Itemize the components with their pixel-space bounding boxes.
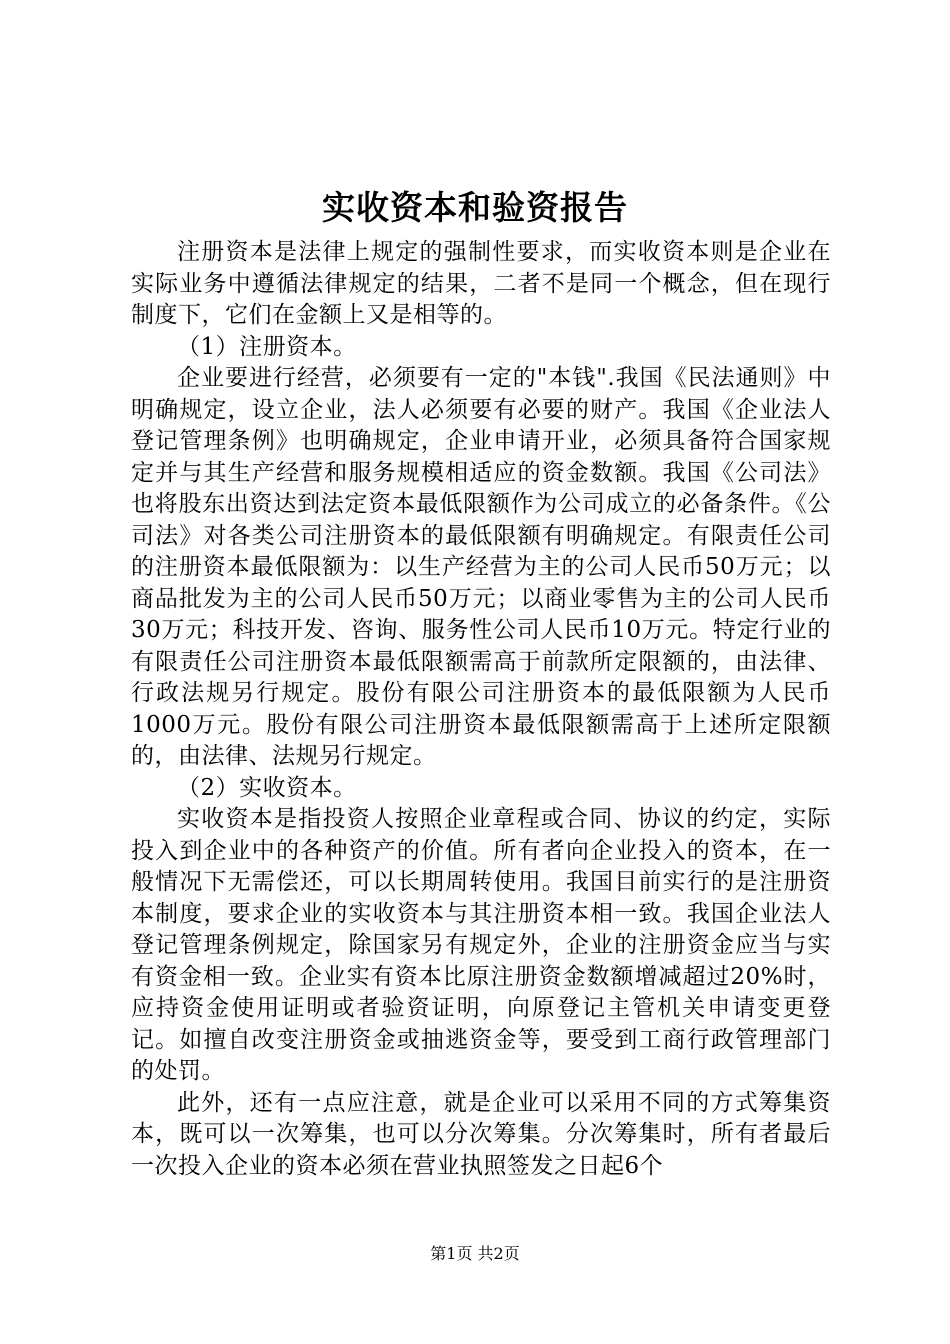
paragraph-registered-capital: 企业要进行经营，必须要有一定的"本钱".我国《民法通则》中明确规定，设立企业，法人必须要有必要的财产。我国《企业法人登记管理条例》也明确规定，企业申请开业，必须具备符合国家规定并与其生产经营和服务规模相适应的资金数额。我国《公司法》也将股东出资达到法定资本最低限额作为公司成立的必备条件。《公司法》对各类公司注册资本的最低限额有明确规定。有限责任公司的注册资本最低限额为：以生产经营为主的公司人民币50万元；以商品批发为主的公司人民币50万元；以商业零售为主的公司人民币30万元；科技开发、咨询、服务性公司人民币10万元。特定行业的有限责任公司注册资本最低限额需高于前款所定限额的，由法律、行政法规另行规定。股份有限公司注册资本的最低限额为人民币1000万元。股份有限公司注册资本最低限额需高于上述所定限额的，由法律、法规另行规定。 xyxy=(131,365,831,769)
paragraph-paid-in-capital: 实收资本是指投资人按照企业章程或合同、协议的约定，实际投入到企业中的各种资产的价值。所有者向企业投入的资本，在一般情况下无需偿还，可以长期周转使用。我国目前实行的是注册资本制度，要求企业的实收资本与其注册资本相一致。我国企业法人登记管理条例规定，除国家另有规定外，企业的注册资金应当与实有资金相一致。企业实有资本比原注册资金数额增减超过20%时，应持资金使用证明或者验资证明，向原登记主管机关申请变更登记。如擅自改变注册资金或抽逃资金等，要受到工商行政管理部门的处罚。 xyxy=(131,806,831,1084)
paragraph-additional-note: 此外，还有一点应注意，就是企业可以采用不同的方式筹集资本，既可以一次筹集，也可以分次筹集。分次筹集时，所有者最后一次投入企业的资本必须在营业执照签发之日起6个 xyxy=(131,1089,831,1179)
paragraph-intro: 注册资本是法律上规定的强制性要求，而实收资本则是企业在实际业务中遵循法律规定的结果，二者不是同一个概念，但在现行制度下，它们在金额上又是相等的。 xyxy=(131,239,831,328)
section-heading-registered-capital: （1）注册资本。 xyxy=(177,333,357,360)
page-footer: 第1页 共2页 xyxy=(430,1244,520,1263)
document-title: 实收资本和验资报告 xyxy=(322,188,628,227)
document-body xyxy=(131,237,831,1182)
section-heading-paid-in-capital: （2）实收资本。 xyxy=(177,774,357,801)
